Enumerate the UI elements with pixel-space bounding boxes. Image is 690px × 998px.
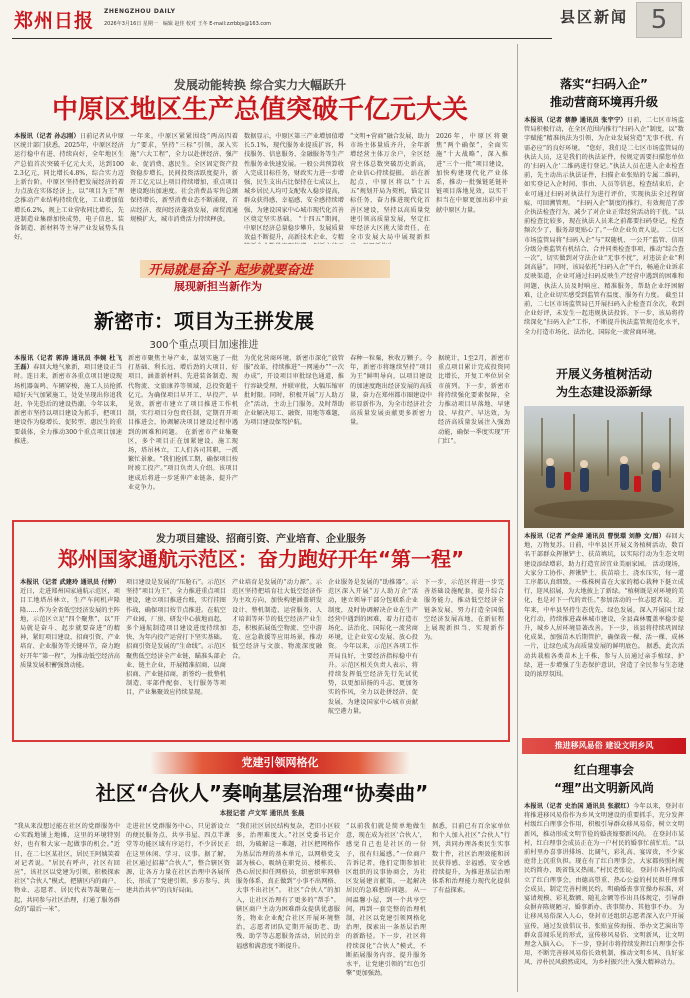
lead-byline: 本报讯（记者 孙志刚） bbox=[14, 133, 80, 140]
xinmi-column-1: 本报讯（记者 郭涛 通讯员 李婉 杜飞 王磊）春回大地气象新，项目建设正当时。连日来，新密市各重点项目建设现场机器轰鸣、车辆穿梭，施工人员抢抓晴好天气加紧施工，处处呈现出你追我赶、争先恐后的建设热潮。今年以来，新密市坚持以项目建设为抓手，把项目建设作为稳增长、促转型、惠民生的重要载体，全力推动300个重点项目加速推进。 bbox=[14, 355, 122, 445]
party-headline: 社区“合伙人”奏响基层治理“协奏曲” bbox=[95, 781, 429, 805]
zhengzhou-byline: 本报讯（记者 武建玲 通讯员 付婷） bbox=[20, 579, 120, 586]
logo: 郑州日报 bbox=[14, 10, 95, 32]
party-column-3: “我们社区居民结构复杂，老旧小区较多，治理难度大。”社区党委书记介绍，为破解这一难题，社区把网格作为基层治理的基本单元，以网格党支部为核心，吸纳在职党员、楼栋长、热心居民担任网格员，织密织牢网格服务体系，真正做到“小事不出网格、大事不出社区”。 社区“合伙人”的加入，让社区治理有了更多的“帮手”。辖区商户主动为困难群众提供优惠服务，物业企业配合社区开展环境整治，志愿者团队定期开展助老、助残、助学等志愿服务活动，居民的幸福感和满意度不断提升。 bbox=[236, 823, 340, 950]
zhengzhou-column-3: 产业培育是发展的“动力源”。示范区坚持把培育壮大低空经济作为主攻方向，加快构建涵盖研发设计、整机制造、运营服务、人才培训等环节的低空经济产业生态，积极拓展低空物流、空中游览、应急救援等应用场景，推动低空经济与文旅、物流深度融合。 bbox=[232, 579, 322, 660]
zhengzhou-column-4: 企业服务是发展的“助推器”。示范区深入开展“万人助万企”活动，建立领导干部分包联系企业制度，及时协调解决企业在生产经营中遇到的困难，着力打造市场化、法治化、国际化一流营商环境，让企业安心发展、放心投资。 今年以来，示范区各项工作开局良好，主要经济指标稳中有升。示范区相关负责人表示，将持续发挥低空经济先行先试优势，以更加昂扬的斗志、更加务实的作风，全力以赴拼经济、促发展，为建设国家中心城市贡献航空港力量。 bbox=[328, 579, 418, 715]
right2-caption: 本报讯（记者 严金萍 通讯员 曹悦璟 刘静 文/图） bbox=[524, 533, 666, 540]
right1-kicker: 落实“扫码入企” bbox=[560, 77, 648, 91]
xinmi-column-2: 新密市聚焦主导产业，谋划实施了一批打基础、利长远、增后劲的大项目、好项目，涵盖新材料、先进装备制造、现代物流、文旅康养等领域，总投资超千亿元。为确保项目早开工、早投产、早见效，新密市建立了项目推进工作机制，实行项目分包责任制，定期召开项目推进会，协调解决项目建设过程中遇到的困难和问题。 在新密市产业集聚区，多个项目正在加紧建设。施工现场，塔吊林立，工人们各司其职，一派繁忙景象。“我们抢抓工期，确保项目按时竣工投产。”项目负责人介绍。该项目建成后将进一步延伸产业链条，提升产业竞争力。 bbox=[128, 355, 238, 491]
party-column-4: “以前我们就是简单地做生意，现在成为社区‘合伙人’，感觉自己也是社区的一份子，很有归属感。”一位商户告诉记者，他们定期参加社区组织的议事协商会，为社区发展建言献策，一起解决居民的急难愁盼问题。 从一间温馨小屋，到一个共享空间，再到一套完整的治理机制，社区以党建引领网格化治理，探索出一条基层治理的新路径。下一步，社区将持续深化“合伙人”模式，不断拓展服务内容，提升服务水平，让党建引领的“红色引擎”更加强劲。 bbox=[346, 823, 426, 978]
party-banner bbox=[150, 752, 410, 774]
xinmi-byline: 本报讯（记者 郭涛 通讯员 李婉 杜飞 王磊） bbox=[14, 355, 122, 372]
xinmi-banner bbox=[140, 258, 390, 298]
banner-phrase: 开局就是奋斗 起步就要奋进 bbox=[148, 260, 313, 278]
xinmi-subheadline: 300个重点项目加速推进 bbox=[149, 340, 259, 351]
zhengzhou-headline: 郑州国家通航示范区：奋力跑好开年“第一程” bbox=[57, 547, 465, 571]
xinmi-column-5: 据统计，1至2月，新密市重点项目累计完成投资同比增长，开复工率位居全市前列。下一步，新密市将持续强化要素保障，全力推动项目早落地、早建设、早投产、早达效，为经济高质量发展注入强劲动能，确保一季度实现“开门红”。 bbox=[438, 355, 510, 445]
party-banner-text: 党建引领网格化 bbox=[241, 756, 319, 769]
logo-pinyin: ZHENGZHOU DAILY bbox=[104, 8, 176, 15]
party-column-1: “我从来没想过能在社区的党群服务中心实践地铺上地摊，这里的环境特别好，也有和大家一起做事的机会。”近日，在二七区某社区，居民王阿姨笑着对记者说。“居民有呼声，社区有回应”，该社区以党建为引领，积极探索社区“合伙人”模式，把辖区内的商户、物业、志愿者、居民代表等凝聚在一起，共同参与社区治理，打通了服务群众的“最后一米”。 bbox=[14, 823, 120, 913]
lead-column-4: “文明+营商”融合发展，助力市场主体量质齐升，全年新增经营主体万余户，全区经营主体总数突破历史新高，企业信心持续提振。 站在新起点，中原区将以“十五五”规划开局为契机，锚定目标任务，奋力推进现代化首善区建设，坚持以高质量党建引领高质量发展，坚定扛牢经济大区挑大梁责任，在全市发展大局中展现新担 bbox=[350, 133, 430, 242]
masthead bbox=[0, 0, 690, 42]
right3-headline-1: 红白理事会 bbox=[573, 763, 634, 777]
masthead-rule bbox=[12, 38, 552, 39]
tree-planting-photo bbox=[524, 406, 684, 528]
lead-column-5: 2026年，中原区将聚焦“两个确保”，全面实施“十大战略”，深入推进“三个一批”项目建设，加快构建现代化产业体系，推动一批强链延链补链项目落地见效，以实干担当在中原更加出彩中贡献中原区力量。 bbox=[436, 133, 508, 214]
issue-meta: 2026年3月16日 星期一 编辑 赵佳 校对 王冬 E-mail:zzrbbjs@163.com bbox=[104, 21, 272, 27]
lead-column-1: 本报讯（记者 孙志刚）日前记者从中原区统计部门获悉，2025年，中原区经济运行稳中有进、持续向好，全年地区生产总值首次突破千亿元大关，达到1002.3亿元，同比增长4.8%，综合实力迈上新台阶。中原区坚持把发展经济的着力点放在实体经济上，以“项目为王”理念推动产业结构持续优化，工业增加值增长6.2%，规上工业营收同比增长，先进制造业集群加快成势，电子信息、装备制造、新材料等主导产业发展势头良好。 bbox=[14, 133, 124, 242]
xinmi-column-4: 春种一粒粟，秋收万颗子。今年，新密市将继续坚持“项目为王”鲜明导向，以项目建设的加速度跑出经济发展的高质量，奋力在郑州都市圈建设中彰显新作为，为全市经济社会高质量发展贡献更多新密力量。 bbox=[350, 355, 432, 427]
party-byline: 本报记者 卢文军 通讯员 张晨 bbox=[219, 809, 305, 817]
lead-kicker: 发展动能转换 综合实力大幅跃升 bbox=[173, 78, 347, 92]
right3-headline-2: “理”出文明新风尚 bbox=[554, 781, 654, 795]
xinmi-headline: 新密市：项目为王拼发展 bbox=[94, 309, 314, 333]
right3-text: 本报讯（记者 史治国 通讯员 张淑红）今年以来，登封市将推进移风易俗作为乡风文明建设的重要抓手，充分发挥村级红白理事会作用，积极引导群众移风易俗、树立文明新风，推动形成文明节俭的婚丧嫁娶新风尚。 在登封市某村，红白理事会成员正在为一户村民的婚事忙前忙后。“以前村里办喜事讲排场、比阔气，彩礼高、宴席贵，不少家庭背上沉重负担。现在有了红白理事会，大家都按照村规民约简办，既省钱又热闹。”村民老张说。 登封市各村均成立了红白理事会，由德高望重、热心公益的村民担任理事会成员，制定完善村规民约，明确婚丧事宜操办标准，对宴请规模、彩礼数额、随礼金额等作出具体规定，引导群众摒弃陈规陋习，婚事新办、丧事简办、其他事不办。 为让移风易俗深入人心，登封市还组织志愿者深入农户开展宣传，通过发放倡议书、张贴宣传海报、举办文艺演出等群众喜闻乐见的形式，宣传移风易俗、文明新风，让文明理念入脑入心。 下一步，登封市将持续发挥红白理事会作用，不断完善移风易俗长效机制，推动文明乡风、良好家风、淳朴民风蔚然成风，为乡村振兴注入强大精神动力。 bbox=[524, 803, 684, 967]
right3-banner-text: 推进移风易俗 建设文明乡风 bbox=[554, 741, 654, 750]
zhengzhou-column-5: 下一步，示范区将进一步完善基础设施配套，提升综合服务能力，推动低空经济全链条发展，努力打造全国低空经济发展高地，在新征程上展现新担当、实现新作为。 bbox=[424, 579, 504, 642]
tree-planting-scene-icon bbox=[524, 406, 684, 528]
xinmi-column-3: 为优化营商环境，新密市深化“放管服”改革，持续推进“一网通办”“一次办成”，开设项目审批绿色通道，推行容缺受理、并联审批，大幅压缩审批时限。同时，积极开展“万人助万企”活动，主动上门服务，及时帮助企业解决用工、融资、用地等难题，为项目建设保驾护航。 bbox=[244, 355, 344, 427]
column-divider bbox=[517, 44, 518, 992]
party-column-5: 据悉，目前已有百余家单位和个人加入社区“合伙人”行列，共同办理各类民生实事数十件，社区治理效能和居民获得感、幸福感、安全感持续提升，为推进基层治理体系和治理能力现代化提供了有益探索。 bbox=[432, 823, 510, 895]
party-column-2: 走进社区党群服务中心，只见新设立的便民服务点、共享书屋、四点半课堂等功能区域有序运行，不少居民正在这里休闲、学习、议事。据了解，社区通过招募“合伙人”，整合辖区资源，让各方力量在社区治理中各展所长，形成了“党建引领、多方参与、共建共治共享”的良好局面。 bbox=[126, 823, 230, 895]
right2-text: 本报讯（记者 严金萍 通讯员 曹悦璟 刘静 文/图）春回大地，万物复苏。日前，中牟县区开展义务植树活动，数百名干部群众挥锹铲土、扶苗填坑，以实际行动为生态文明建设添绿增彩，助力打造宜居宜业美丽家园。 活动现场，大家分工协作、挥锹铲土、扶苗培土、浇水压实，每一道工序都认真细致。一株株树苗在大家的精心栽种下挺立成行，迎风招展，为大地披上了新绿。“植树既是对环境的美化，也是对下一代的责任。”参加活动的一位志愿者说。 近年来，中牟县坚持生态优先、绿色发展，深入开展国土绿化行动，持续推进森林城市建设，全县森林覆盖率稳步提升，城乡人居环境显著改善。下一步，该县将持续巩固绿化成果，加强苗木后期管护，确保栽一棵、活一棵、成林一片，让绿色成为高质量发展的鲜明底色。 据悉，此次活动共栽植各类苗木上千株，参与人员通过亲手植绿、护绿，进一步增强了生态保护意识，营造了全民参与生态建设的浓厚氛围。 bbox=[524, 533, 684, 679]
zhengzhou-kicker: 发力项目建设、招商引资、产业培育、企业服务 bbox=[156, 534, 366, 545]
banner-subline: 展现新担当新作为 bbox=[174, 280, 262, 293]
zhengzhou-column-2: 项目建设是发展的“压舱石”。示范区坚持“项目为王”，全力推进重点项目建设，建立项目推进台账，实行挂图作战，确保项目按节点推进。在航空产业园，厂房、研发中心拔地而起，多个通航制造项目建设进度持续加快，为年内投产运营打下坚实基础。 招商引资是发展的“生命线”。示范区聚焦低空经济全产业链，瞄准头部企业、链主企业，开展精准招商、以商招商、产业链招商，新签约一批整机制造、零部件配套、飞行服务等项目，产业集聚效应持续显现。 bbox=[126, 579, 226, 697]
section-name: 县区新闻 bbox=[560, 8, 629, 26]
right2-headline-1: 开展义务植树活动 bbox=[555, 367, 652, 381]
right2-headline-2: 为生态建设添新绿 bbox=[555, 385, 652, 399]
page-number: 5 bbox=[650, 5, 668, 35]
right1-headline: 推动营商环境再升级 bbox=[549, 95, 658, 109]
zhengzhou-column-1: 本报讯（记者 武建玲 通讯员 付婷）近日，走进郑州国家通航示范区，项目工地塔吊林立，生产车间机声隆隆……作为全省低空经济发展的主阵地，示范区立足“四个聚焦”，以“开局就是奋斗、起步就要奋进”的精神，紧盯项目建设、招商引资、产业培育、企业服务等关键环节，奋力跑好开年“第一程”，为推动低空经济高质量发展积蓄强劲动能。 bbox=[20, 579, 120, 669]
lead-column-3: 数据显示，中原区第三产业增加值增长5.1%，现代服务业提质扩容，科技服务、信息服务、金融服务等生产性服务业快速发展。一般公共预算收入完成目标任务，财政实力进一步增强，民生支出占比保持在七成以上，城乡居民人均可支配收入稳步提高，群众获得感、幸福感、安全感持续增强，为建设国家中心城市现代化首善区奠定坚实基础。 “十四五”期间，中原区经济总量稳步攀升，发展质量效益不断提升，高新技术企业、专精 bbox=[244, 133, 344, 242]
zhengzhou-box bbox=[12, 520, 510, 742]
page-number-box bbox=[636, 2, 682, 38]
lead-column-2: 一年来，中原区紧紧围绕“两高四着力”要求，坚持“三标”引领，深入实施“六大工程”，全力以赴拼经济、强产业、促消费、惠民生。全区固定资产投资稳步增长，民间投资活跃度提升，新开工亿元以上项目持续增加，重点项目建设跑出加速度。社会消费品零售总额保持增长，新型消费业态不断涌现，首店经济、夜间经济蓬勃发展，商贸流通规模扩大，城市消费活力持续释放。 bbox=[130, 133, 238, 223]
right3-byline: 本报讯（记者 史治国 通讯员 张淑红） bbox=[524, 803, 634, 810]
lead-headline: 中原区地区生产总值突破千亿元大关 bbox=[51, 95, 468, 125]
right1-byline: 本报讯（记者 蔡静 通讯员 张宇宁） bbox=[524, 117, 627, 124]
right1-text: 本报讯（记者 蔡静 通讯员 张宇宁）日前，二七区市场监管局积极行动，在全区范围内推行“扫码入企”制度，以“数字赋能”精准执法为引领，为企业发展营造“无事不扰、有需必应”的良好环境。 “您好，我们是二七区市场监管局的执法人员，这是我们的执法证件，按规定需要扫描您单位的‘扫码入企’二维码进行登记。”执法人员在进入企业检查前，先主动出示执法证件，扫描企业张贴的专属二维码，如实登记入企时间、事由、人员等信息，检查结束后，企业可通过扫码对执法行为进行评价，实现执法全过程留痕、可回溯管理。 “扫码入企”制度的推行，有效规范了涉企执法检查行为，减少了对企业正常经营活动的干扰。“以前检查比较多，现在执法人员来之前都要扫码登记，检查频次少了，服务却更贴心了。”一位企业负责人说。 二七区市场监管局将“扫码入企”与“双随机、一公开”监管、信用分级分类监管有机结合，合并同类检查事项，推动“综合查一次”，切实做到对守法企业“无事不扰”，对违法企业“利剑高悬”。 同时，该局依托“扫码入企”平台，畅通企业诉求反映渠道，企业可通过扫码反映生产经营中遇到的困难和问题，执法人员及时响应、精准服务，帮助企业纾困解难，让企业切实感受到监管有温度、服务有力度。 截至目前，二七区市场监管局已开展扫码入企检查百余次，收到企业好评，未发生一起违规执法投诉。下一步，该局将持续深化“扫码入企”工作，不断提升执法监管规范化水平，全力打造市场化、法治化、国际化一流营商环境。 bbox=[524, 117, 684, 336]
right3-banner bbox=[522, 738, 686, 754]
